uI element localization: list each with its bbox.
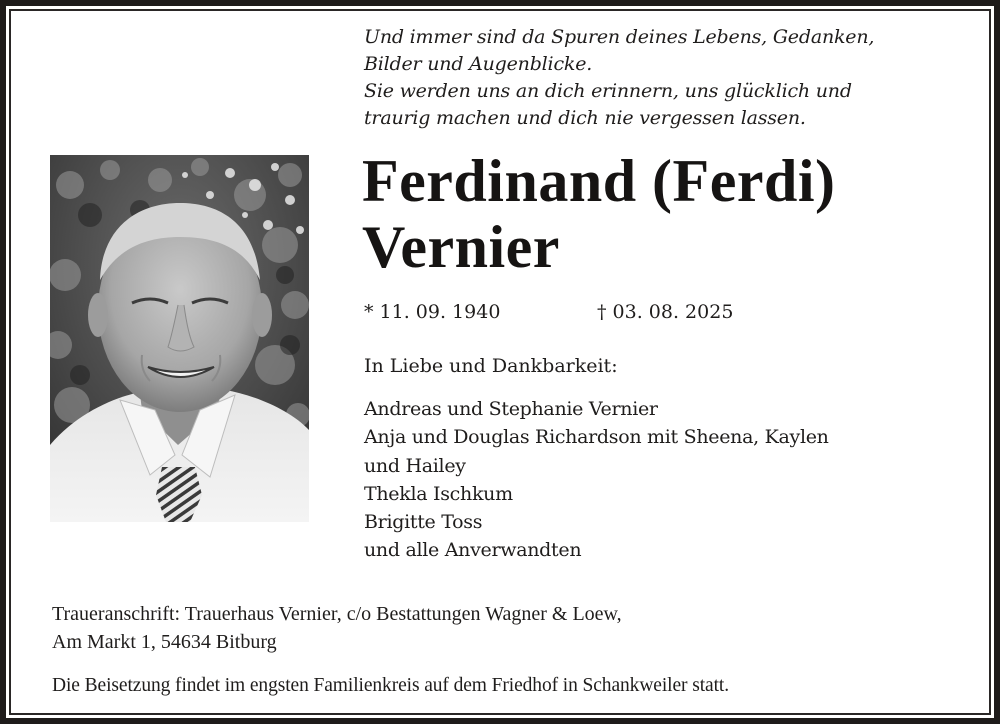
name-line-first: Ferdinand (Ferdi): [362, 148, 836, 214]
address-line: Am Markt 1, 54634 Bitburg: [52, 631, 277, 653]
poem-line: Sie werden uns an dich erinnern, uns glücklich und: [364, 80, 852, 102]
poem-line: Und immer sind da Spuren deines Lebens, Gedanken,: [364, 26, 875, 48]
poem-line: Bilder und Augenblicke.: [364, 53, 593, 75]
mourner-line: Brigitte Toss: [364, 511, 483, 534]
mourner-line: Andreas und Stephanie Vernier: [364, 398, 658, 420]
burial-note: Die Beisetzung findet im engsten Familienkreis auf dem Friedhof in Schankweiler statt.: [52, 675, 729, 696]
name-line-last: Vernier: [362, 214, 560, 280]
mourner-line: Anja und Douglas Richardson mit Sheena, Kaylen: [364, 426, 829, 449]
poem-line: traurig machen und dich nie vergessen lassen.: [364, 107, 806, 129]
mourner-line: und Hailey: [364, 454, 466, 477]
deceased-name: [362, 148, 982, 280]
mourning-address: [52, 600, 952, 656]
death-date: † 03. 08. 2025: [597, 301, 734, 323]
dedication-heading: In Liebe und Dankbarkeit:: [364, 355, 618, 377]
address-line: Traueranschrift: Trauerhaus Vernier, c/o Bestattungen Wagner & Loew,: [52, 603, 622, 625]
memorial-poem: [364, 24, 944, 132]
portrait-photo: [50, 155, 309, 522]
life-dates: [364, 298, 864, 328]
mourner-line: Thekla Ischkum: [364, 482, 513, 505]
birth-date: * 11. 09. 1940: [364, 301, 501, 323]
mourners-list: [364, 395, 964, 565]
mourner-line: und alle Anverwandten: [364, 539, 582, 562]
portrait-image-icon: [50, 155, 309, 522]
